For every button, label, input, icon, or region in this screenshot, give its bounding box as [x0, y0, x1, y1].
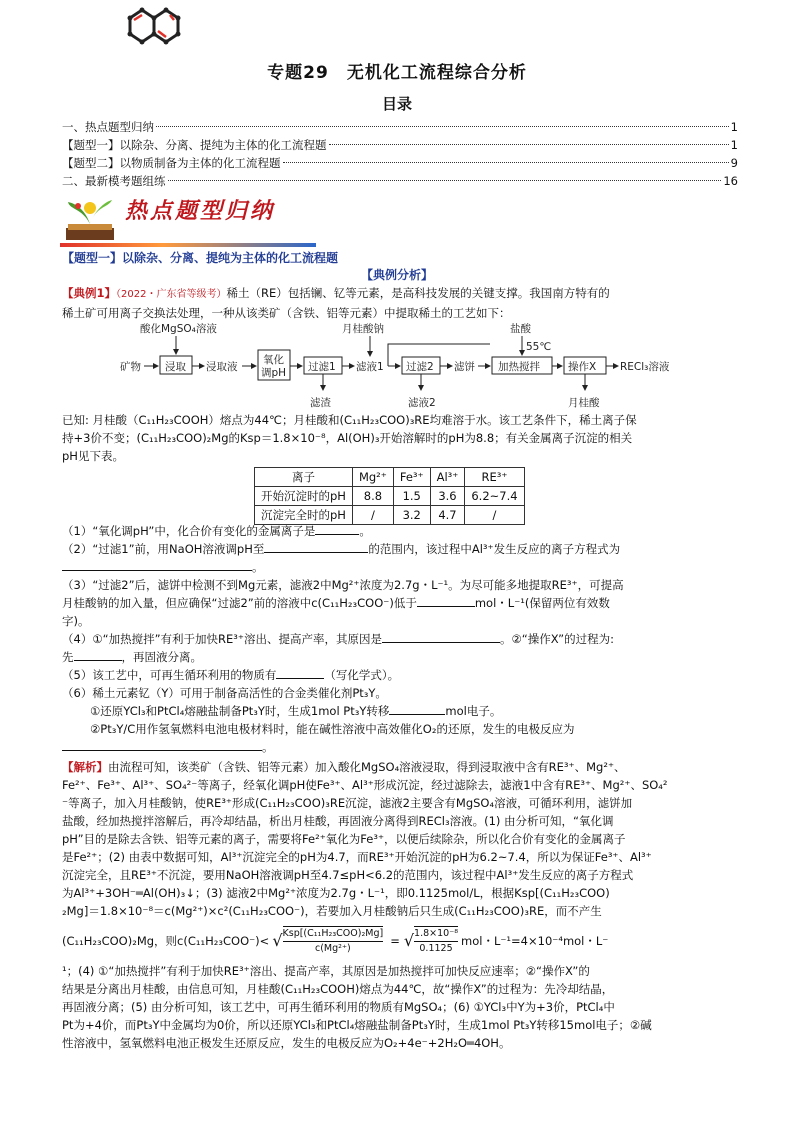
question-6: （6）稀土元素钇（Y）可用于制备高活性的合金类催化剂Pt₃Y。: [62, 686, 387, 700]
flow-hcl: 盐酸: [510, 323, 531, 335]
flow-leach: 浸取: [165, 361, 186, 373]
flow-leach-liquid: 浸取液: [206, 361, 238, 373]
question-3: （3）“过滤2”后，滤饼中检测不到Mg元素，滤液2中Mg²⁺浓度为2.7g・L⁻¹。为尽可能多地提取RE³⁺，可提高: [62, 578, 624, 592]
process-flow-diagram: [120, 318, 680, 410]
page-title: 专题29 无机化工流程综合分析: [267, 63, 527, 83]
flow-oxidize: 氧化: [263, 354, 284, 366]
flow-residue: 滤渣: [310, 397, 331, 409]
question-5: （5）该工艺中，可再生循环利用的物质有 （写化学式）。: [62, 668, 400, 682]
naphthalene-logo-icon: [120, 0, 200, 58]
flow-ore: 矿物: [120, 361, 141, 373]
table-header-row: 离子 Mg²⁺ Fe³⁺ Al³⁺ RE³⁺: [255, 468, 525, 487]
flow-opx: 操作X: [568, 361, 597, 373]
table-row: 开始沉淀时的pH 8.8 1.5 3.6 6.2~7.4: [255, 487, 525, 506]
flow-filtrate1: 滤液1: [356, 361, 384, 373]
book-plant-icon: [60, 198, 120, 246]
banner-divider: [60, 243, 316, 247]
flow-filtrate2: 滤液2: [408, 397, 436, 409]
example-intro: 【典例1】（2022・广东省等级考）稀土（RE）包括镧、钇等元素，是高科技发展的关键支撑。我国南方特有的 稀土矿可用离子交换法处理，一种从该类矿（含铁、铝等元素）中提取稀土的工艺如下：: [62, 286, 610, 320]
flow-filter1: 过滤1: [308, 361, 336, 373]
formula-line: (C₁₁H₂₃COO)₂Mg，则c(C₁₁H₂₃COO⁻)< √ Ksp[(C₁₁H₂₃COO)₂Mg] c(Mg²⁺) = √ 1.8×10⁻⁸ 0.1125 mol・L⁻¹=4×10⁻⁴mol・L⁻: [62, 928, 609, 954]
toc-item[interactable]: 【题型二】以物质制备为主体的化工流程题 9: [62, 156, 738, 170]
table-row: 沉淀完全时的pH / 3.2 4.7 /: [255, 506, 525, 525]
svg-text:调pH: 调pH: [261, 367, 287, 379]
flow-product: RECl₃溶液: [620, 361, 670, 373]
flow-acid-mg: 酸化MgSO₄溶液: [140, 323, 217, 335]
question-1: （1）“氧化调pH”中，化合价有变化的金属离子是 。: [62, 524, 371, 538]
flow-cake: 滤饼: [454, 361, 475, 373]
toc-item[interactable]: 二、最新模考题组练 16: [62, 174, 738, 188]
sub-heading: 【典例分析】: [360, 268, 433, 282]
flow-temp: 55℃: [526, 341, 552, 353]
flow-laurate: 月桂酸钠: [342, 323, 384, 335]
toc-item[interactable]: 一、热点题型归纳 1: [62, 120, 738, 134]
ion-ph-table: [254, 467, 525, 525]
table-of-contents: [62, 118, 738, 190]
analysis: 【解析】由流程可知，该类矿（含铁、铝等元素）加入酸化MgSO₄溶液浸取，得到浸取液中含有RE³⁺、Mg²⁺、 Fe²⁺、Fe³⁺、Al³⁺、SO₄²⁻等离子，经氧化调pH使Fe³⁺、Al³⁺形成沉淀，经过滤除去，滤液1中含有RE³⁺、Mg²⁺、SO₄² ⁻等离子，加入月桂酸钠，使RE³⁺形成(C₁₁H₂₃COO)₃RE沉淀，滤液2主要含有MgSO₄溶液，可循环利用，滤饼加 盐酸，经加热搅拌溶解后，再冷却结晶，析出月桂酸，再固液分离得到RECl₃溶液。(1) 由分析可知，“氧化调 pH”目的是除去含铁、铝等元素的离子，需要将Fe²⁺氧化为Fe³⁺，以便后续除杂，所以化合价有变化的金属离子 是Fe²⁺；(2) 由表中数据可知，Al³⁺沉淀完全的pH为4.7，而RE³⁺开始沉淀的pH为6.2~7.4，所以为保证Fe³⁺、Al³⁺ 沉淀完全，且RE³⁺不沉淀，要用NaOH溶液调pH至4.7≤pH<6.2的范围内，该过程中Al³⁺发生反应的离子方程式 为Al³⁺+3OH⁻═Al(OH)₃↓；(3) 滤液2中Mg²⁺浓度为2.7g・L⁻¹，即0.1125mol/L，根据Ksp[(C₁₁H₂₃COO) ₂Mg]＝1.8×10⁻⁸＝c(Mg²⁺)×c²(C₁₁H₂₃COO⁻)，若要加入月桂酸钠后只生成(C₁₁H₂₃COO)₃RE，而不产生 (C₁₁H₂₃COO)₂Mg，则c(C₁₁H₂₃COO⁻)< √ Ksp[(C₁₁H₂₃COO)₂Mg] c(Mg²⁺) = √ 1.8×10⁻⁸ 0.1125 mol・L⁻¹=4×10⁻⁴mol・L⁻ ¹；(4) ①“加热搅拌”有利于加快RE³⁺溶出、提高产率，其原因是加热搅拌可加快反应速率；②“操作X”的 结果是分离出月桂酸，由信息可知，月桂酸(C₁₁H₂₃COOH)熔点为44℃，故“操作X”的过程为：先冷却结晶， 再固液分离；(5) 由分析可知，该工艺中，可再生循环利用的物质有MgSO₄；(6) ①YCl₃中Y为+3价，PtCl₄中 Pt为+4价，而Pt₃Y中金属均为0价，所以还原YCl₃和PtCl₄熔融盐制备Pt₃Y时，生成1mol Pt₃Y转移15mol电子；②碱 性溶液中，氢氧燃料电池正极发生还原反应，发生的电极反应为O₂+4e⁻+2H₂O═4OH。: [62, 758, 742, 1052]
question-4: （4）①“加热搅拌”有利于加快RE³⁺溶出、提高产率，其原因是 。②“操作X”的过程为:: [62, 632, 614, 646]
flow-filter2: 过滤2: [406, 361, 434, 373]
section-banner: 热点题型归纳: [125, 198, 276, 224]
known-info: 已知: 月桂酸（C₁₁H₂₃COOH）熔点为44℃；月桂酸和(C₁₁H₂₃COO)₃RE均难溶于水。该工艺条件下，稀土离子保 持+3价不变；(C₁₁H₂₃COO)₂Mg的Ksp＝1.8×10⁻⁸，Al(OH)₃开始溶解时的pH为8.8；有关金属离子沉淀的相关 pH见下表。: [62, 413, 637, 463]
type-heading: 【题型一】以除杂、分离、提纯为主体的化工流程题: [62, 251, 339, 265]
toc-title: 目录: [381, 95, 412, 113]
toc-item[interactable]: 【题型一】以除杂、分离、提纯为主体的化工流程题 1: [62, 138, 738, 152]
questions: （1）“氧化调pH”中，化合价有变化的金属离子是 。 （2）“过滤1”前，用NaOH溶液调pH至 的范围内，该过程中Al³⁺发生反应的离子方程式为 。 （3）“过滤2”后，滤饼中检测不到Mg元素，滤液2中Mg²⁺浓度为2.7g・L⁻¹。为尽可能多地提取RE³⁺，可提高 月桂酸钠的加入量，但应确保“过滤2”前的溶液中c(C₁₁H₂₃COO⁻)低于 mol・L⁻¹(保留两位有效数 字)。 （4）①“加热搅拌”有利于加快RE³⁺溶出、提高产率，其原因是 。②“操作X”的过程为: 先 ，再固液分离。 （5）该工艺中，可再生循环利用的物质有 （写化学式）。 （6）稀土元素钇（Y）可用于制备高活性的合金类催化剂Pt₃Y。 ①还原YCl₃和PtCl₄熔融盐制备Pt₃Y时，生成1mol Pt₃Y转移 mol电子。 ②Pt₃Y/C用作氢氧燃料电池电极材料时，能在碱性溶液中高效催化O₂的还原，发生的电极反应为 。: [62, 522, 742, 756]
flow-heat-stir: 加热搅拌: [498, 361, 540, 373]
question-2: （2）“过滤1”前，用NaOH溶液调pH至 的范围内，该过程中Al³⁺发生反应的离子方程式为: [62, 542, 621, 556]
flow-lauric: 月桂酸: [568, 397, 600, 409]
